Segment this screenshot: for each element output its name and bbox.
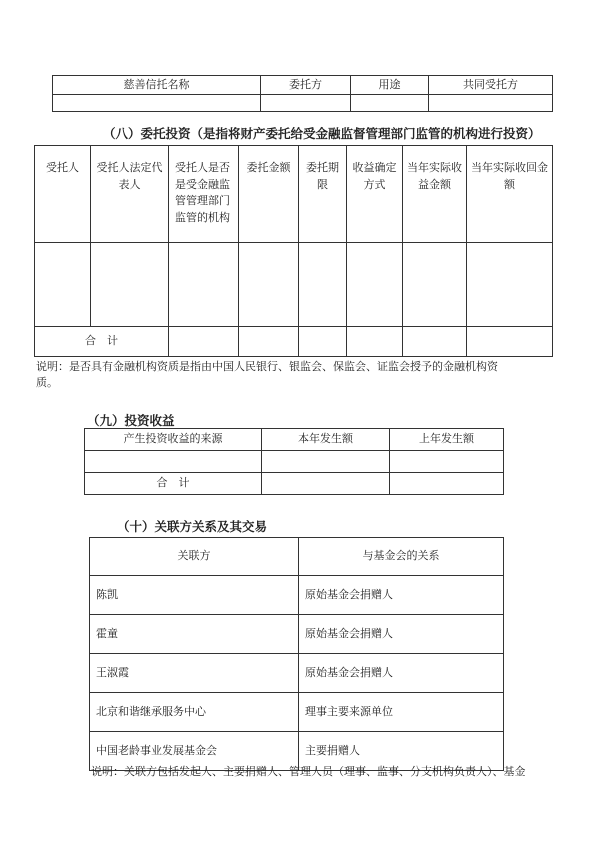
related-party-name: 中国老龄事业发展基金会 (90, 732, 299, 771)
data-cell (299, 243, 347, 327)
related-party-relation: 原始基金会捐赠人 (299, 654, 504, 693)
header-legal-rep: 受托人法定代表人 (91, 146, 169, 243)
related-party-relation: 理事主要来源单位 (299, 693, 504, 732)
related-party-name: 霍童 (90, 615, 299, 654)
section8-note: 说明：是否具有金融机构资质是指由中国人民银行、银监会、保监会、证监会授予的金融机构资质。 (36, 360, 498, 389)
header-previous-year: 上年发生额 (390, 429, 504, 451)
data-cell (169, 243, 239, 327)
data-cell (347, 243, 403, 327)
data-cell (467, 243, 553, 327)
header-amount: 委托金额 (239, 146, 299, 243)
related-party-relation: 主要捐赠人 (299, 732, 504, 771)
section8-title: （八）委托投资（是指将财产委托给受金融监督管理部门监管的机构进行投资） (103, 126, 541, 141)
investment-income-table (84, 428, 504, 495)
table-row (90, 693, 504, 732)
trust-header-purpose: 用途 (351, 76, 429, 95)
total-label: 合 计 (35, 327, 169, 357)
related-party-name: 北京和谐继承服务中心 (90, 693, 299, 732)
total-cell (239, 327, 299, 357)
total-cell (262, 473, 390, 495)
total-cell (169, 327, 239, 357)
total-cell (390, 473, 504, 495)
trust-cell (53, 95, 261, 112)
header-income-method: 收益确定方式 (347, 146, 403, 243)
table-row (90, 615, 504, 654)
trust-cell (261, 95, 351, 112)
total-cell (467, 327, 553, 357)
header-source: 产生投资收益的来源 (85, 429, 262, 451)
related-party-relation: 原始基金会捐赠人 (299, 576, 504, 615)
trust-header-principal: 委托方 (261, 76, 351, 95)
header-term: 委托期限 (299, 146, 347, 243)
related-party-name: 王淑霞 (90, 654, 299, 693)
trust-cell (351, 95, 429, 112)
table-row (90, 654, 504, 693)
entrusted-investment-table (34, 145, 553, 357)
trust-header-name: 慈善信托名称 (53, 76, 261, 95)
trust-header-co-trustee: 共同受托方 (429, 76, 553, 95)
header-trustee: 受托人 (35, 146, 91, 243)
related-party-name: 陈凯 (90, 576, 299, 615)
related-party-relation: 原始基金会捐赠人 (299, 615, 504, 654)
table-row (90, 576, 504, 615)
header-regulated: 受托人是否是受金融监管管理部门监管的机构 (169, 146, 239, 243)
data-cell (262, 451, 390, 473)
section9-title: （九）投资收益 (87, 413, 175, 428)
data-cell (35, 243, 91, 327)
related-party-table (89, 537, 504, 771)
header-relationship: 与基金会的关系 (299, 538, 504, 576)
header-actual-income: 当年实际收益金额 (403, 146, 467, 243)
header-current-year: 本年发生额 (262, 429, 390, 451)
data-cell (91, 243, 169, 327)
total-cell (299, 327, 347, 357)
header-actual-recovered: 当年实际收回金额 (467, 146, 553, 243)
data-cell (390, 451, 504, 473)
total-cell (403, 327, 467, 357)
trust-table (52, 75, 553, 112)
data-cell (239, 243, 299, 327)
data-cell (403, 243, 467, 327)
total-label: 合 计 (85, 473, 262, 495)
section10-note: 说明：关联方包括发起人、主要捐赠人、管理人员（理事、监事、分支机构负责人）、基金 (91, 765, 526, 778)
total-cell (347, 327, 403, 357)
data-cell (85, 451, 262, 473)
section10-title: （十）关联方关系及其交易 (117, 519, 268, 534)
header-related-party: 关联方 (90, 538, 299, 576)
trust-cell (429, 95, 553, 112)
